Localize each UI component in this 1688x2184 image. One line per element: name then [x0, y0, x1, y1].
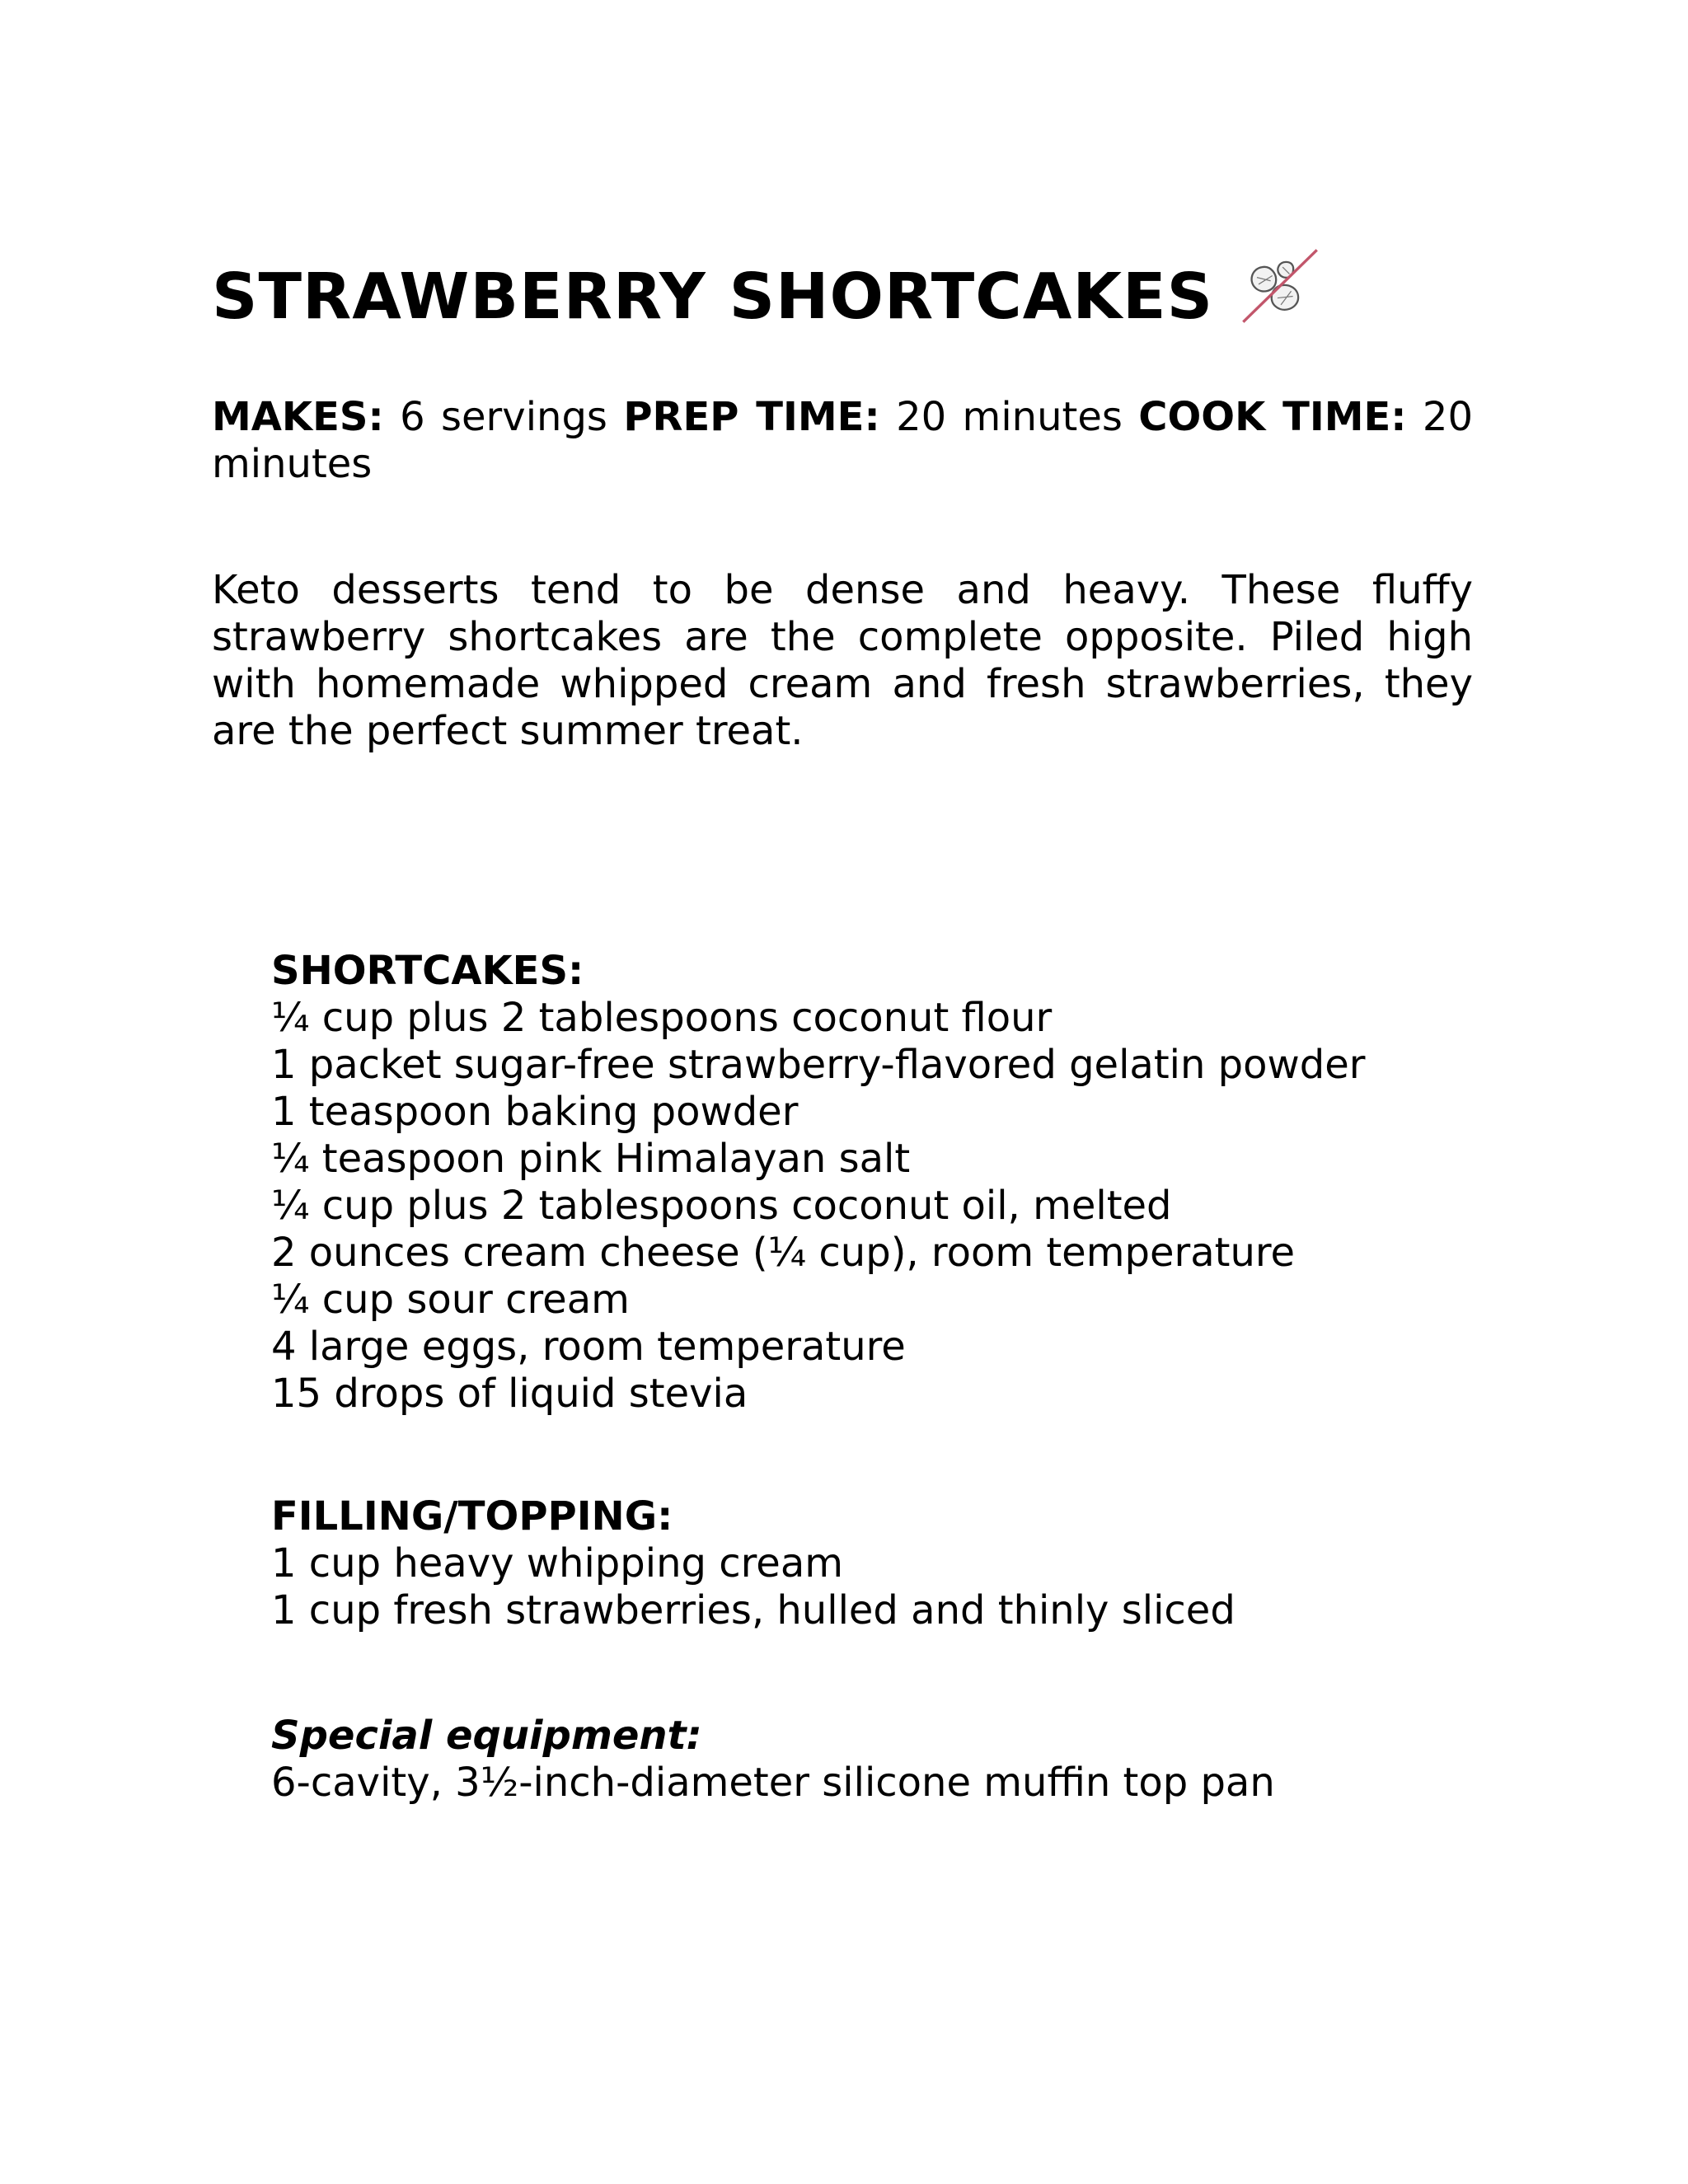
ingredient-item: ¼ teaspoon pink Himalayan salt [271, 1136, 911, 1182]
equipment-item: 6-cavity, 3½-inch-diameter silicone muffin top pan [271, 1760, 1275, 1806]
recipe-meta [212, 394, 1473, 488]
ingredient-item: ¼ cup sour cream [271, 1277, 630, 1323]
ingredient-item: 1 cup heavy whipping cream [271, 1540, 843, 1586]
makes-label: MAKES: [212, 394, 384, 440]
filling-heading: FILLING/TOPPING: [271, 1493, 673, 1540]
shortcakes-section [271, 948, 1365, 1418]
ingredient-item: 1 cup fresh strawberries, hulled and thinly sliced [271, 1587, 1236, 1633]
equipment-heading: Special equipment: [271, 1713, 702, 1759]
recipe-intro: Keto desserts tend to be dense and heavy. These fluffy strawberry shortcakes are the complete opposite. Piled high with homemade whipped cream and fresh strawberries, they are the perfect summer treat. [212, 567, 1473, 754]
cook-time-label: COOK TIME: [1138, 394, 1407, 440]
recipe-title: STRAWBERRY SHORTCAKES [212, 260, 1214, 334]
title-row [212, 260, 1322, 334]
prep-time-value: 20 minutes [896, 394, 1123, 440]
nut-free-icon [1236, 243, 1322, 329]
ingredient-item: 1 packet sugar-free strawberry-flavored gelatin powder [271, 1042, 1366, 1088]
ingredient-item: 4 large eggs, room temperature [271, 1324, 906, 1370]
ingredient-item: 1 teaspoon baking powder [271, 1089, 799, 1135]
ingredient-item: ¼ cup plus 2 tablespoons coconut flour [271, 995, 1053, 1041]
ingredient-item: 15 drops of liquid stevia [271, 1371, 748, 1417]
ingredient-item: ¼ cup plus 2 tablespoons coconut oil, melted [271, 1183, 1172, 1229]
equipment-section [271, 1713, 1275, 1807]
prep-time-label: PREP TIME: [623, 394, 880, 440]
cook-time-value: 20 minutes [212, 394, 1473, 487]
shortcakes-heading: SHORTCAKES: [271, 948, 584, 994]
filling-section [271, 1493, 1236, 1634]
ingredient-item: 2 ounces cream cheese (¼ cup), room temperature [271, 1230, 1296, 1276]
makes-value: 6 servings [400, 394, 607, 440]
